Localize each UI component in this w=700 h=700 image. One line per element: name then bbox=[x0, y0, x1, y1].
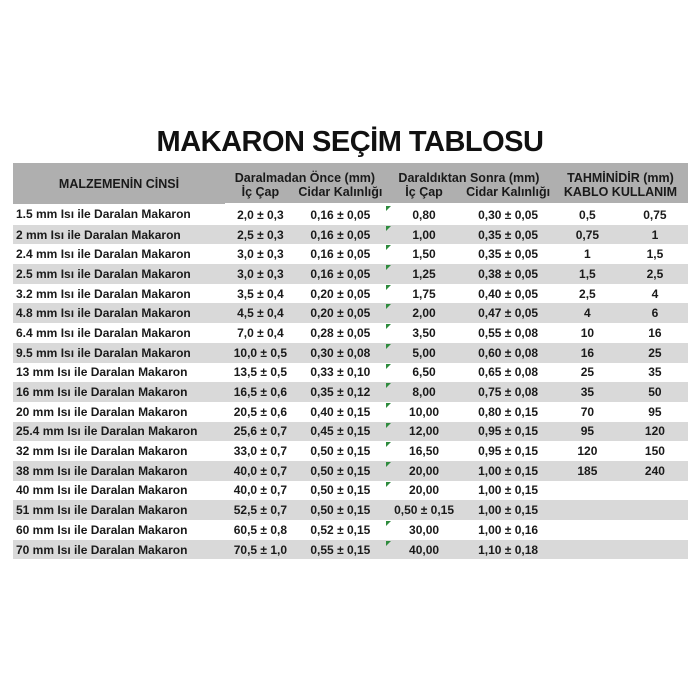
inner-diameter-after-cell bbox=[385, 264, 463, 284]
cable-usage-max-cell: 95 bbox=[648, 404, 662, 419]
table-row bbox=[13, 323, 688, 343]
table-row bbox=[13, 441, 688, 461]
inner-diameter-after-cell bbox=[385, 461, 463, 481]
wall-thickness-before-cell: 0,50 ± 0,15 bbox=[310, 483, 371, 498]
excel-error-indicator-icon bbox=[386, 226, 391, 231]
material-cell: 20 mm Isı ile Daralan Makaron bbox=[16, 404, 188, 419]
inner-diameter-after-cell bbox=[385, 540, 463, 560]
inner-diameter-before-cell: 10,0 ± 0,5 bbox=[233, 345, 288, 360]
inner-diameter-after-value: 10,00 bbox=[409, 404, 440, 419]
table-row bbox=[13, 264, 688, 284]
cable-usage-min-cell: 95 bbox=[580, 424, 595, 439]
table-row bbox=[13, 500, 688, 520]
table-row bbox=[13, 461, 688, 481]
table-row bbox=[13, 225, 688, 245]
cable-usage-max-cell: 25 bbox=[648, 345, 662, 360]
inner-diameter-after-value: 20,00 bbox=[409, 463, 440, 478]
wall-thickness-after-cell: 0,95 ± 0,15 bbox=[478, 424, 539, 439]
wall-thickness-after-cell: 1,10 ± 0,18 bbox=[478, 542, 539, 557]
cable-usage-min-cell: 35 bbox=[580, 385, 595, 400]
inner-diameter-before-cell: 3,5 ± 0,4 bbox=[237, 286, 284, 301]
wall-thickness-before-cell: 0,16 ± 0,05 bbox=[310, 227, 371, 242]
excel-error-indicator-icon bbox=[386, 442, 391, 447]
cable-usage-min-cell: 1,5 bbox=[579, 266, 596, 281]
wall-thickness-before-cell: 0,50 ± 0,15 bbox=[310, 463, 371, 478]
inner-diameter-before-cell: 52,5 ± 0,7 bbox=[233, 503, 288, 518]
inner-diameter-after-value: 1,00 bbox=[412, 227, 436, 242]
excel-error-indicator-icon bbox=[386, 403, 391, 408]
inner-diameter-before-cell: 20,5 ± 0,6 bbox=[233, 404, 288, 419]
cable-usage-min-cell: 120 bbox=[577, 444, 598, 459]
material-cell: 2.5 mm Isı ile Daralan Makaron bbox=[16, 266, 191, 281]
inner-diameter-after-cell bbox=[385, 303, 463, 323]
inner-diameter-after-value: 6,50 bbox=[412, 365, 436, 380]
table-row bbox=[13, 520, 688, 540]
material-cell: 6.4 mm Isı ile Daralan Makaron bbox=[16, 325, 191, 340]
inner-diameter-before-cell: 25,6 ± 0,7 bbox=[233, 424, 288, 439]
wall-thickness-after-cell: 0,35 ± 0,05 bbox=[478, 227, 539, 242]
cable-usage-max-cell bbox=[622, 500, 688, 520]
inner-diameter-before-cell: 3,0 ± 0,3 bbox=[237, 247, 284, 262]
inner-diameter-after-value: 16,50 bbox=[409, 444, 440, 459]
material-cell: 40 mm Isı ile Daralan Makaron bbox=[16, 483, 188, 498]
inner-diameter-after-value: 0,50 ± 0,15 bbox=[394, 503, 455, 518]
inner-diameter-after-cell bbox=[385, 284, 463, 304]
cable-usage-min-cell bbox=[553, 540, 622, 560]
wall-thickness-before-cell: 0,35 ± 0,12 bbox=[310, 385, 371, 400]
col-header-wall-thickness-before: Cidar Kalınlığı bbox=[296, 185, 385, 204]
material-cell: 13 mm Isı ile Daralan Makaron bbox=[16, 365, 188, 380]
inner-diameter-after-value: 40,00 bbox=[409, 542, 440, 557]
material-cell: 3.2 mm Isı ile Daralan Makaron bbox=[16, 286, 191, 301]
inner-diameter-after-value: 30,00 bbox=[409, 522, 440, 537]
wall-thickness-after-cell: 1,00 ± 0,15 bbox=[478, 483, 539, 498]
material-cell: 16 mm Isı ile Daralan Makaron bbox=[16, 385, 188, 400]
cable-usage-min-cell: 25 bbox=[580, 365, 595, 380]
col-header-inner-diameter-after: İç Çap bbox=[385, 185, 463, 204]
col-group-after-shrink: Daraldıktan Sonra (mm) bbox=[385, 163, 553, 185]
inner-diameter-after-value: 0,80 bbox=[412, 207, 436, 222]
cable-usage-min-cell bbox=[553, 500, 622, 520]
inner-diameter-after-cell bbox=[385, 382, 463, 402]
inner-diameter-after-cell bbox=[385, 402, 463, 422]
inner-diameter-after-cell bbox=[385, 323, 463, 343]
inner-diameter-after-cell bbox=[385, 225, 463, 245]
wall-thickness-before-cell: 0,16 ± 0,05 bbox=[310, 266, 371, 281]
inner-diameter-before-cell: 60,5 ± 0,8 bbox=[233, 522, 288, 537]
material-cell: 32 mm Isı ile Daralan Makaron bbox=[16, 444, 188, 459]
inner-diameter-before-cell: 13,5 ± 0,5 bbox=[233, 365, 288, 380]
wall-thickness-before-cell: 0,50 ± 0,15 bbox=[310, 444, 371, 459]
cable-usage-max-cell bbox=[622, 540, 688, 560]
cable-usage-min-cell: 0,75 bbox=[575, 227, 600, 242]
cable-usage-min-cell bbox=[553, 520, 622, 540]
material-cell: 2.4 mm Isı ile Daralan Makaron bbox=[16, 247, 191, 262]
excel-error-indicator-icon bbox=[386, 423, 391, 428]
inner-diameter-after-value: 1,25 bbox=[412, 266, 436, 281]
wall-thickness-before-cell: 0,30 ± 0,08 bbox=[310, 345, 371, 360]
table-row bbox=[13, 481, 688, 501]
excel-error-indicator-icon bbox=[386, 344, 391, 349]
inner-diameter-before-cell: 16,5 ± 0,6 bbox=[233, 385, 288, 400]
excel-error-indicator-icon bbox=[386, 383, 391, 388]
cable-usage-min-cell: 10 bbox=[580, 325, 595, 340]
cable-usage-max-cell: 16 bbox=[648, 325, 662, 340]
inner-diameter-before-cell: 2,0 ± 0,3 bbox=[237, 207, 284, 222]
excel-error-indicator-icon bbox=[386, 304, 391, 309]
table-row bbox=[13, 343, 688, 363]
makaron-selection-table bbox=[13, 163, 688, 559]
inner-diameter-after-cell bbox=[385, 343, 463, 363]
inner-diameter-before-cell: 4,5 ± 0,4 bbox=[237, 306, 284, 321]
inner-diameter-after-cell bbox=[385, 244, 463, 264]
material-cell: 4.8 mm Isı ile Daralan Makaron bbox=[16, 306, 191, 321]
inner-diameter-after-cell bbox=[385, 441, 463, 461]
inner-diameter-before-cell: 33,0 ± 0,7 bbox=[233, 444, 288, 459]
table-row bbox=[13, 284, 688, 304]
inner-diameter-after-value: 20,00 bbox=[409, 483, 440, 498]
inner-diameter-after-value: 8,00 bbox=[412, 385, 436, 400]
excel-error-indicator-icon bbox=[386, 541, 391, 546]
wall-thickness-after-cell: 0,80 ± 0,15 bbox=[478, 404, 539, 419]
wall-thickness-after-cell: 0,60 ± 0,08 bbox=[478, 345, 539, 360]
inner-diameter-before-cell: 40,0 ± 0,7 bbox=[233, 483, 288, 498]
wall-thickness-after-cell: 0,47 ± 0,05 bbox=[478, 306, 539, 321]
cable-usage-min-cell: 1 bbox=[584, 247, 591, 262]
excel-error-indicator-icon bbox=[386, 482, 391, 487]
excel-error-indicator-icon bbox=[386, 462, 391, 467]
cable-usage-min-cell: 16 bbox=[580, 345, 595, 360]
table-row bbox=[13, 402, 688, 422]
inner-diameter-after-cell bbox=[385, 422, 463, 442]
cable-usage-max-cell: 240 bbox=[644, 463, 665, 478]
cable-usage-max-cell: 0,75 bbox=[643, 207, 667, 222]
wall-thickness-after-cell: 1,00 ± 0,15 bbox=[478, 463, 539, 478]
wall-thickness-after-cell: 0,38 ± 0,05 bbox=[478, 266, 539, 281]
cable-usage-max-cell: 4 bbox=[651, 286, 659, 301]
inner-diameter-before-cell: 70,5 ± 1,0 bbox=[233, 542, 288, 557]
table-row bbox=[13, 303, 688, 323]
table-row bbox=[13, 204, 688, 225]
cable-usage-min-cell bbox=[553, 481, 622, 501]
wall-thickness-before-cell: 0,50 ± 0,15 bbox=[310, 503, 371, 518]
cable-usage-min-cell: 0,5 bbox=[579, 207, 596, 222]
inner-diameter-after-value: 12,00 bbox=[409, 424, 440, 439]
inner-diameter-after-cell bbox=[385, 204, 463, 225]
inner-diameter-after-value: 1,75 bbox=[412, 286, 436, 301]
page-title: MAKARON SEÇİM TABLOSU bbox=[156, 126, 544, 158]
table-row bbox=[13, 382, 688, 402]
col-group-estimate: TAHMİNİDİR (mm) bbox=[553, 163, 688, 185]
cable-usage-max-cell: 6 bbox=[651, 306, 659, 321]
cable-usage-max-cell: 150 bbox=[644, 444, 665, 459]
inner-diameter-before-cell: 40,0 ± 0,7 bbox=[233, 463, 288, 478]
cable-usage-max-cell: 120 bbox=[644, 424, 665, 439]
cable-usage-max-cell: 35 bbox=[648, 365, 662, 380]
excel-error-indicator-icon bbox=[386, 265, 391, 270]
wall-thickness-after-cell: 0,65 ± 0,08 bbox=[478, 365, 539, 380]
cable-usage-min-cell: 185 bbox=[577, 463, 598, 478]
wall-thickness-after-cell: 0,95 ± 0,15 bbox=[478, 444, 539, 459]
excel-error-indicator-icon bbox=[386, 324, 391, 329]
cable-usage-min-cell: 4 bbox=[584, 306, 591, 321]
inner-diameter-after-cell bbox=[385, 500, 463, 520]
inner-diameter-before-cell: 2,5 ± 0,3 bbox=[237, 227, 284, 242]
wall-thickness-after-cell: 0,75 ± 0,08 bbox=[478, 385, 539, 400]
inner-diameter-before-cell: 7,0 ± 0,4 bbox=[237, 325, 284, 340]
table-row bbox=[13, 540, 688, 560]
cable-usage-min-cell: 70 bbox=[580, 404, 595, 419]
inner-diameter-after-value: 1,50 bbox=[412, 247, 436, 262]
wall-thickness-after-cell: 0,55 ± 0,08 bbox=[478, 325, 539, 340]
excel-error-indicator-icon bbox=[386, 285, 391, 290]
material-cell: 60 mm Isı ile Daralan Makaron bbox=[16, 522, 188, 537]
cable-usage-max-cell: 1,5 bbox=[646, 247, 664, 262]
wall-thickness-before-cell: 0,45 ± 0,15 bbox=[310, 424, 371, 439]
cable-usage-max-cell bbox=[622, 520, 688, 540]
wall-thickness-after-cell: 0,40 ± 0,05 bbox=[478, 286, 539, 301]
material-cell: 9.5 mm Isı ile Daralan Makaron bbox=[16, 345, 191, 360]
cable-usage-max-cell: 1 bbox=[651, 227, 659, 242]
table-row bbox=[13, 422, 688, 442]
wall-thickness-before-cell: 0,55 ± 0,15 bbox=[310, 542, 371, 557]
inner-diameter-after-value: 5,00 bbox=[412, 345, 436, 360]
wall-thickness-before-cell: 0,33 ± 0,10 bbox=[310, 365, 371, 380]
excel-error-indicator-icon bbox=[386, 364, 391, 369]
cable-usage-max-cell: 2,5 bbox=[646, 266, 664, 281]
material-cell: 51 mm Isı ile Daralan Makaron bbox=[16, 503, 188, 518]
excel-error-indicator-icon bbox=[386, 245, 391, 250]
col-header-wall-thickness-after: Cidar Kalınlığı bbox=[463, 185, 553, 204]
inner-diameter-after-cell bbox=[385, 520, 463, 540]
col-header-cable-usage: KABLO KULLANIM bbox=[553, 185, 688, 204]
inner-diameter-after-cell bbox=[385, 363, 463, 383]
cable-usage-max-cell: 50 bbox=[648, 385, 662, 400]
wall-thickness-after-cell: 1,00 ± 0,15 bbox=[478, 503, 539, 518]
table-row bbox=[13, 244, 688, 264]
header-group-row bbox=[13, 163, 688, 185]
material-cell: 25.4 mm Isı ile Daralan Makaron bbox=[16, 424, 198, 439]
material-cell: 2 mm Isı ile Daralan Makaron bbox=[16, 227, 181, 242]
table-row bbox=[13, 363, 688, 383]
material-cell: 38 mm Isı ile Daralan Makaron bbox=[16, 463, 188, 478]
wall-thickness-before-cell: 0,28 ± 0,05 bbox=[310, 325, 371, 340]
col-group-before-shrink: Daralmadan Önce (mm) bbox=[225, 163, 385, 185]
inner-diameter-after-value: 2,00 bbox=[412, 306, 436, 321]
material-cell: 70 mm Isı ile Daralan Makaron bbox=[16, 542, 188, 557]
wall-thickness-after-cell: 1,00 ± 0,16 bbox=[478, 522, 539, 537]
inner-diameter-after-cell bbox=[385, 481, 463, 501]
wall-thickness-before-cell: 0,40 ± 0,15 bbox=[310, 404, 371, 419]
material-cell: 1.5 mm Isı ile Daralan Makaron bbox=[16, 207, 191, 222]
inner-diameter-after-value: 3,50 bbox=[412, 325, 436, 340]
excel-error-indicator-icon bbox=[386, 521, 391, 526]
wall-thickness-after-cell: 0,30 ± 0,05 bbox=[478, 207, 539, 222]
cable-usage-max-cell bbox=[622, 481, 688, 501]
table-body bbox=[13, 204, 688, 559]
wall-thickness-before-cell: 0,20 ± 0,05 bbox=[310, 306, 371, 321]
inner-diameter-before-cell: 3,0 ± 0,3 bbox=[237, 266, 284, 281]
table-header bbox=[13, 163, 688, 204]
wall-thickness-before-cell: 0,52 ± 0,15 bbox=[310, 522, 371, 537]
excel-error-indicator-icon bbox=[386, 206, 391, 211]
col-header-inner-diameter-before: İç Çap bbox=[225, 185, 296, 204]
wall-thickness-before-cell: 0,16 ± 0,05 bbox=[310, 247, 371, 262]
col-header-material: MALZEMENİN CİNSİ bbox=[13, 163, 225, 204]
wall-thickness-before-cell: 0,20 ± 0,05 bbox=[310, 286, 371, 301]
wall-thickness-after-cell: 0,35 ± 0,05 bbox=[478, 247, 539, 262]
wall-thickness-before-cell: 0,16 ± 0,05 bbox=[310, 207, 371, 222]
cable-usage-min-cell: 2,5 bbox=[579, 286, 596, 301]
